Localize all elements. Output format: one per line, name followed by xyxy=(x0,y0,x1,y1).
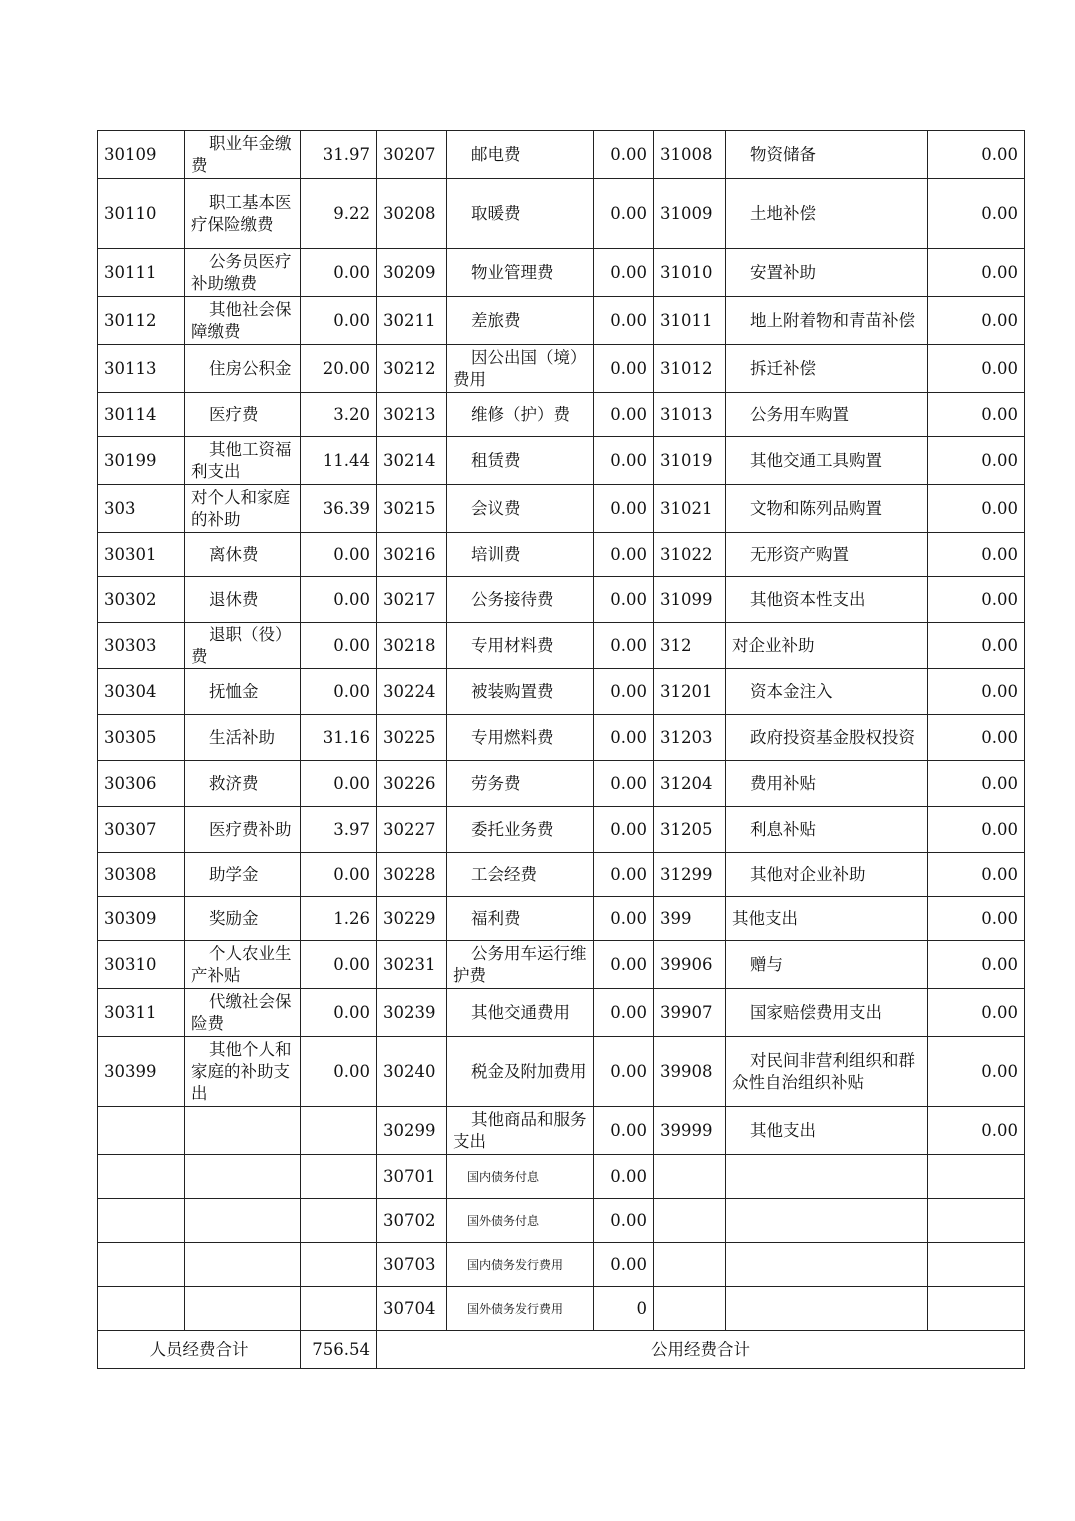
cell-code: 30109 xyxy=(98,131,185,179)
cell-name: 救济费 xyxy=(185,761,301,807)
cell-name: 劳务费 xyxy=(447,761,594,807)
cell-code: 30399 xyxy=(98,1037,185,1107)
cell-code: 30224 xyxy=(377,669,447,715)
cell-amt: 0.00 xyxy=(594,1155,654,1199)
cell-amt: 0.00 xyxy=(928,853,1025,897)
cell-amt: 0.00 xyxy=(928,989,1025,1037)
cell-amt: 0.00 xyxy=(594,623,654,669)
cell-amt: 0.00 xyxy=(594,393,654,437)
cell-amt: 0.00 xyxy=(301,941,377,989)
cell-name: 安置补助 xyxy=(726,249,928,297)
cell-amt: 0.00 xyxy=(928,1037,1025,1107)
table-row xyxy=(98,179,1025,249)
cell-amt: 0.00 xyxy=(928,393,1025,437)
cell-name: 赠与 xyxy=(726,941,928,989)
cell-name: 拆迁补偿 xyxy=(726,345,928,393)
cell-amt: 0.00 xyxy=(928,297,1025,345)
cell-name: 抚恤金 xyxy=(185,669,301,715)
cell-amt: 0.00 xyxy=(594,533,654,577)
cell-name: 职工基本医疗保险缴费 xyxy=(185,179,301,249)
cell-name: 住房公积金 xyxy=(185,345,301,393)
cell-name: 国内债务发行费用 xyxy=(447,1243,594,1287)
table-row xyxy=(98,345,1025,393)
cell-code: 31012 xyxy=(654,345,726,393)
cell-name: 被装购置费 xyxy=(447,669,594,715)
cell-name: 个人农业生产补贴 xyxy=(185,941,301,989)
cell-name xyxy=(726,1199,928,1243)
cell-amt: 3.20 xyxy=(301,393,377,437)
personnel-total-value: 756.54 xyxy=(301,1331,377,1369)
cell-name: 生活补助 xyxy=(185,715,301,761)
cell-name xyxy=(726,1287,928,1331)
table-row xyxy=(98,1037,1025,1107)
cell-amt: 0.00 xyxy=(594,989,654,1037)
cell-amt: 0.00 xyxy=(594,1199,654,1243)
cell-amt xyxy=(928,1287,1025,1331)
cell-code: 30309 xyxy=(98,897,185,941)
cell-amt xyxy=(928,1243,1025,1287)
table-row xyxy=(98,623,1025,669)
cell-code: 30228 xyxy=(377,853,447,897)
cell-code: 30111 xyxy=(98,249,185,297)
cell-amt xyxy=(928,1155,1025,1199)
cell-name: 对个人和家庭的补助 xyxy=(185,485,301,533)
cell-code: 31009 xyxy=(654,179,726,249)
table-row xyxy=(98,1243,1025,1287)
cell-name: 租赁费 xyxy=(447,437,594,485)
cell-name xyxy=(726,1243,928,1287)
cell-name: 助学金 xyxy=(185,853,301,897)
cell-amt: 11.44 xyxy=(301,437,377,485)
cell-code: 31205 xyxy=(654,807,726,853)
cell-amt: 9.22 xyxy=(301,179,377,249)
cell-name: 福利费 xyxy=(447,897,594,941)
personnel-total-label: 人员经费合计 xyxy=(98,1331,301,1369)
cell-name: 对企业补助 xyxy=(726,623,928,669)
cell-amt: 0.00 xyxy=(301,669,377,715)
cell-amt: 0.00 xyxy=(594,669,654,715)
cell-name: 奖励金 xyxy=(185,897,301,941)
cell-code: 30209 xyxy=(377,249,447,297)
cell-code: 30703 xyxy=(377,1243,447,1287)
cell-amt: 0.00 xyxy=(301,577,377,623)
cell-code: 30229 xyxy=(377,897,447,941)
cell-amt xyxy=(301,1243,377,1287)
cell-code: 30308 xyxy=(98,853,185,897)
cell-code xyxy=(654,1199,726,1243)
cell-amt: 0.00 xyxy=(301,989,377,1037)
table-row xyxy=(98,485,1025,533)
cell-amt: 0.00 xyxy=(594,577,654,623)
cell-code: 30227 xyxy=(377,807,447,853)
cell-code: 30214 xyxy=(377,437,447,485)
cell-name: 专用燃料费 xyxy=(447,715,594,761)
cell-code: 31099 xyxy=(654,577,726,623)
cell-name: 离休费 xyxy=(185,533,301,577)
table-row xyxy=(98,1199,1025,1243)
cell-name: 医疗费 xyxy=(185,393,301,437)
cell-name: 国外债务付息 xyxy=(447,1199,594,1243)
cell-code: 30310 xyxy=(98,941,185,989)
cell-name: 国内债务付息 xyxy=(447,1155,594,1199)
cell-amt: 31.97 xyxy=(301,131,377,179)
table-row xyxy=(98,297,1025,345)
cell-code xyxy=(654,1155,726,1199)
cell-name: 邮电费 xyxy=(447,131,594,179)
cell-name: 国家赔偿费用支出 xyxy=(726,989,928,1037)
cell-name xyxy=(185,1243,301,1287)
cell-name: 地上附着物和青苗补偿 xyxy=(726,297,928,345)
cell-name: 文物和陈列品购置 xyxy=(726,485,928,533)
table-body xyxy=(98,131,1025,1331)
cell-code xyxy=(654,1243,726,1287)
cell-name: 其他社会保障缴费 xyxy=(185,297,301,345)
cell-amt: 0.00 xyxy=(594,437,654,485)
table-row xyxy=(98,715,1025,761)
cell-code: 312 xyxy=(654,623,726,669)
cell-code: 30114 xyxy=(98,393,185,437)
cell-amt: 0.00 xyxy=(928,485,1025,533)
cell-amt xyxy=(928,1199,1025,1243)
cell-name: 医疗费补助 xyxy=(185,807,301,853)
cell-name: 其他支出 xyxy=(726,1107,928,1155)
cell-code xyxy=(98,1199,185,1243)
cell-code: 39908 xyxy=(654,1037,726,1107)
cell-amt: 0.00 xyxy=(928,623,1025,669)
cell-code: 399 xyxy=(654,897,726,941)
cell-amt: 0.00 xyxy=(594,853,654,897)
cell-amt: 0.00 xyxy=(594,761,654,807)
cell-amt: 0.00 xyxy=(594,485,654,533)
cell-code: 31022 xyxy=(654,533,726,577)
cell-amt: 0.00 xyxy=(928,345,1025,393)
cell-amt: 0.00 xyxy=(594,1037,654,1107)
cell-code: 39907 xyxy=(654,989,726,1037)
cell-code: 30112 xyxy=(98,297,185,345)
cell-amt: 0.00 xyxy=(301,853,377,897)
table-row xyxy=(98,941,1025,989)
cell-code: 31204 xyxy=(654,761,726,807)
cell-code: 31008 xyxy=(654,131,726,179)
cell-amt: 0.00 xyxy=(301,761,377,807)
cell-code: 30226 xyxy=(377,761,447,807)
cell-amt: 0.00 xyxy=(301,297,377,345)
cell-amt: 0.00 xyxy=(928,577,1025,623)
cell-amt: 0.00 xyxy=(928,897,1025,941)
cell-amt: 0.00 xyxy=(594,715,654,761)
cell-code: 30113 xyxy=(98,345,185,393)
cell-code xyxy=(98,1155,185,1199)
cell-code: 30301 xyxy=(98,533,185,577)
table-row xyxy=(98,577,1025,623)
cell-code: 30307 xyxy=(98,807,185,853)
table-row xyxy=(98,669,1025,715)
cell-amt xyxy=(301,1107,377,1155)
cell-name: 退职（役）费 xyxy=(185,623,301,669)
cell-code: 30207 xyxy=(377,131,447,179)
cell-amt xyxy=(301,1199,377,1243)
cell-amt: 0.00 xyxy=(928,761,1025,807)
cell-amt: 0.00 xyxy=(928,941,1025,989)
cell-code: 39999 xyxy=(654,1107,726,1155)
cell-code: 30218 xyxy=(377,623,447,669)
cell-name: 代缴社会保险费 xyxy=(185,989,301,1037)
cell-code: 31201 xyxy=(654,669,726,715)
cell-name: 利息补贴 xyxy=(726,807,928,853)
cell-name: 退休费 xyxy=(185,577,301,623)
cell-name xyxy=(185,1107,301,1155)
cell-name: 政府投资基金股权投资 xyxy=(726,715,928,761)
cell-name: 其他个人和家庭的补助支出 xyxy=(185,1037,301,1107)
cell-amt: 0.00 xyxy=(594,297,654,345)
cell-name: 物业管理费 xyxy=(447,249,594,297)
cell-name: 公务用车购置 xyxy=(726,393,928,437)
cell-name: 其他交通工具购置 xyxy=(726,437,928,485)
cell-name: 维修（护）费 xyxy=(447,393,594,437)
cell-amt: 0.00 xyxy=(594,897,654,941)
table-row xyxy=(98,249,1025,297)
cell-name: 对民间非营利组织和群众性自治组织补贴 xyxy=(726,1037,928,1107)
cell-amt: 1.26 xyxy=(301,897,377,941)
cell-amt: 0.00 xyxy=(928,669,1025,715)
cell-name xyxy=(185,1155,301,1199)
cell-name: 公务用车运行维护费 xyxy=(447,941,594,989)
cell-amt: 0.00 xyxy=(928,715,1025,761)
cell-amt: 0.00 xyxy=(594,131,654,179)
cell-code: 30208 xyxy=(377,179,447,249)
cell-amt: 0.00 xyxy=(301,623,377,669)
cell-name: 培训费 xyxy=(447,533,594,577)
cell-code: 30303 xyxy=(98,623,185,669)
cell-name: 其他对企业补助 xyxy=(726,853,928,897)
table-row xyxy=(98,533,1025,577)
cell-name: 费用补贴 xyxy=(726,761,928,807)
cell-code: 30212 xyxy=(377,345,447,393)
cell-name: 物资储备 xyxy=(726,131,928,179)
cell-code: 30239 xyxy=(377,989,447,1037)
table-row xyxy=(98,393,1025,437)
cell-name: 公务接待费 xyxy=(447,577,594,623)
cell-amt: 0.00 xyxy=(301,1037,377,1107)
cell-code xyxy=(98,1243,185,1287)
cell-code: 30299 xyxy=(377,1107,447,1155)
cell-amt: 0.00 xyxy=(301,249,377,297)
cell-name: 会议费 xyxy=(447,485,594,533)
cell-amt: 0.00 xyxy=(928,437,1025,485)
cell-name: 土地补偿 xyxy=(726,179,928,249)
cell-amt: 0.00 xyxy=(594,807,654,853)
table-row xyxy=(98,853,1025,897)
cell-code: 30304 xyxy=(98,669,185,715)
cell-amt xyxy=(301,1287,377,1331)
table-row xyxy=(98,897,1025,941)
cell-code: 31013 xyxy=(654,393,726,437)
cell-amt: 0.00 xyxy=(301,533,377,577)
cell-name: 因公出国（境）费用 xyxy=(447,345,594,393)
cell-amt: 0.00 xyxy=(594,941,654,989)
cell-amt: 0.00 xyxy=(928,131,1025,179)
cell-code: 31203 xyxy=(654,715,726,761)
table-row xyxy=(98,131,1025,179)
table-row xyxy=(98,1107,1025,1155)
cell-amt: 0.00 xyxy=(594,345,654,393)
cell-name: 无形资产购置 xyxy=(726,533,928,577)
cell-amt: 0.00 xyxy=(594,179,654,249)
cell-code: 31019 xyxy=(654,437,726,485)
cell-amt: 0.00 xyxy=(928,807,1025,853)
cell-amt: 0.00 xyxy=(928,249,1025,297)
cell-code: 30110 xyxy=(98,179,185,249)
cell-code: 30302 xyxy=(98,577,185,623)
cell-code: 31011 xyxy=(654,297,726,345)
cell-code: 30701 xyxy=(377,1155,447,1199)
cell-name xyxy=(185,1199,301,1243)
cell-amt: 20.00 xyxy=(301,345,377,393)
cell-code: 30231 xyxy=(377,941,447,989)
cell-name: 其他商品和服务支出 xyxy=(447,1107,594,1155)
cell-amt: 31.16 xyxy=(301,715,377,761)
table-row xyxy=(98,1155,1025,1199)
cell-code: 303 xyxy=(98,485,185,533)
cell-code: 31021 xyxy=(654,485,726,533)
cell-code: 30215 xyxy=(377,485,447,533)
expenditure-table xyxy=(97,130,1025,1369)
table-row xyxy=(98,761,1025,807)
cell-code: 30704 xyxy=(377,1287,447,1331)
cell-name: 资本金注入 xyxy=(726,669,928,715)
cell-name: 其他资本性支出 xyxy=(726,577,928,623)
cell-name: 其他支出 xyxy=(726,897,928,941)
cell-code xyxy=(654,1287,726,1331)
cell-amt: 0.00 xyxy=(594,1107,654,1155)
cell-code: 39906 xyxy=(654,941,726,989)
cell-name: 职业年金缴费 xyxy=(185,131,301,179)
cell-name: 其他交通费用 xyxy=(447,989,594,1037)
cell-amt: 0.00 xyxy=(928,179,1025,249)
table-row xyxy=(98,437,1025,485)
cell-name: 工会经费 xyxy=(447,853,594,897)
cell-amt: 0 xyxy=(594,1287,654,1331)
cell-code: 30305 xyxy=(98,715,185,761)
cell-code: 30213 xyxy=(377,393,447,437)
cell-name: 委托业务费 xyxy=(447,807,594,853)
cell-code xyxy=(98,1287,185,1331)
cell-code: 30311 xyxy=(98,989,185,1037)
table-row xyxy=(98,1287,1025,1331)
cell-amt: 0.00 xyxy=(594,249,654,297)
cell-amt: 0.00 xyxy=(928,533,1025,577)
cell-amt: 3.97 xyxy=(301,807,377,853)
cell-code: 30216 xyxy=(377,533,447,577)
cell-code: 30702 xyxy=(377,1199,447,1243)
cell-name xyxy=(185,1287,301,1331)
cell-name: 取暖费 xyxy=(447,179,594,249)
cell-code: 30217 xyxy=(377,577,447,623)
cell-code xyxy=(98,1107,185,1155)
cell-code: 31010 xyxy=(654,249,726,297)
cell-amt: 0.00 xyxy=(928,1107,1025,1155)
cell-name: 差旅费 xyxy=(447,297,594,345)
table-row xyxy=(98,807,1025,853)
cell-amt: 36.39 xyxy=(301,485,377,533)
cell-code: 30211 xyxy=(377,297,447,345)
cell-amt: 0.00 xyxy=(594,1243,654,1287)
cell-name: 公务员医疗补助缴费 xyxy=(185,249,301,297)
totals-row xyxy=(98,1331,1025,1369)
cell-code: 31299 xyxy=(654,853,726,897)
cell-name xyxy=(726,1155,928,1199)
cell-name: 专用材料费 xyxy=(447,623,594,669)
cell-name: 其他工资福利支出 xyxy=(185,437,301,485)
cell-code: 30199 xyxy=(98,437,185,485)
cell-amt xyxy=(301,1155,377,1199)
cell-code: 30225 xyxy=(377,715,447,761)
cell-code: 30240 xyxy=(377,1037,447,1107)
cell-name: 国外债务发行费用 xyxy=(447,1287,594,1331)
table-row xyxy=(98,989,1025,1037)
public-total-label: 公用经费合计 xyxy=(377,1331,1025,1369)
cell-name: 税金及附加费用 xyxy=(447,1037,594,1107)
cell-code: 30306 xyxy=(98,761,185,807)
